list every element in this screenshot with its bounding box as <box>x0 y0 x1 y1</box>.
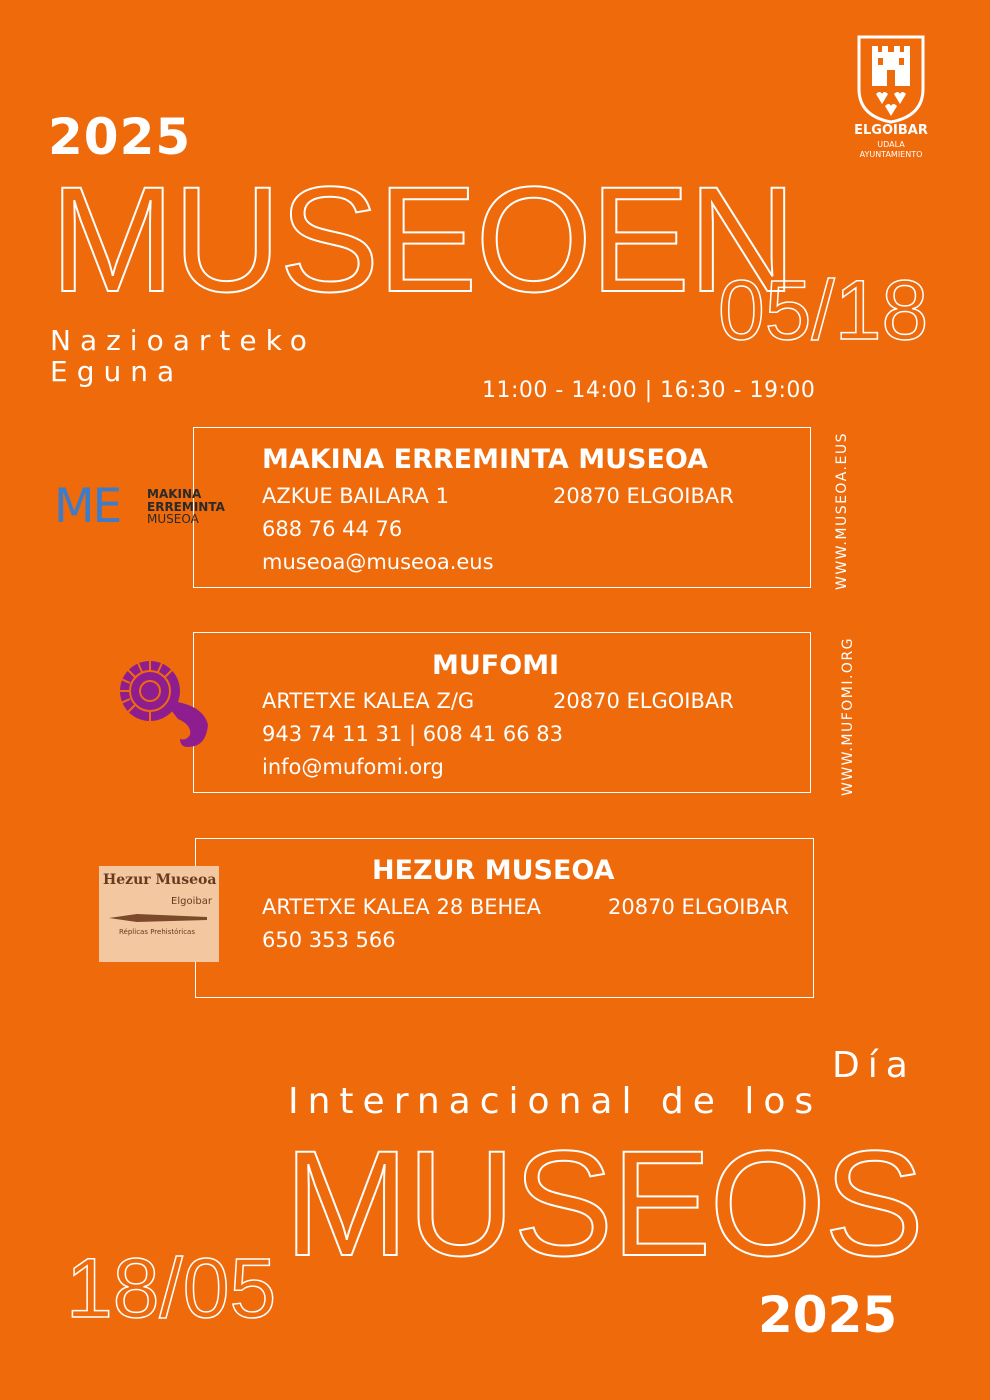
date-bottom: 18/05 <box>66 1241 277 1335</box>
museum-name: MAKINA ERREMINTA MUSEOA <box>262 444 709 475</box>
logo-sub2: AYUNTAMIENTO <box>859 150 923 159</box>
me-logo-line2: ERREMINTA <box>147 499 225 514</box>
logo-subtitle <box>840 140 942 160</box>
logo-sub1: UDALA <box>877 140 905 149</box>
museum-phone: 650 353 566 <box>262 928 396 952</box>
museum-phone: 688 76 44 76 <box>262 517 403 541</box>
top-year: 2025 <box>48 108 192 166</box>
museum-web[interactable]: WWW.MUSEOA.EUS <box>834 432 850 590</box>
museum-postal: 20870 ELGOIBAR <box>553 689 734 713</box>
museum-postal: 20870 ELGOIBAR <box>553 484 734 508</box>
museum-postal: 20870 ELGOIBAR <box>608 895 789 919</box>
elgoibar-crest-icon <box>856 34 926 124</box>
opening-hours: 11:00 - 14:00 | 16:30 - 19:00 <box>482 378 816 403</box>
museum-web[interactable]: WWW.MUFOMI.ORG <box>840 636 856 796</box>
museum-address: ARTETXE KALEA 28 BEHEA <box>262 895 541 919</box>
me-logo-line3: MUSEOA <box>147 512 199 527</box>
ammonite-icon <box>108 655 212 749</box>
bottom-year: 2025 <box>758 1286 898 1344</box>
subtitle-line1: Nazioarteko <box>50 324 316 357</box>
hezur-logo-title: Hezur Museoa <box>103 872 217 888</box>
museum-name: HEZUR MUSEOA <box>372 855 615 886</box>
bone-tool-icon <box>107 910 211 920</box>
subtitle <box>50 326 316 388</box>
museum-address: ARTETXE KALEA Z/G <box>262 689 475 713</box>
footer-dia: Día <box>832 1045 916 1086</box>
footer-internacional: Internacional de los <box>288 1081 823 1122</box>
title-museos: MUSEOS <box>284 1119 923 1287</box>
subtitle-line2: Eguna <box>50 354 184 388</box>
me-museum-logo <box>54 479 244 534</box>
museum-name: MUFOMI <box>432 650 560 681</box>
museum-address: AZKUE BAILARA 1 <box>262 484 449 508</box>
museum-email[interactable]: info@mufomi.org <box>262 755 444 779</box>
title-museoen: MUSEOEN <box>50 155 795 323</box>
date-top: 05/18 <box>718 263 929 357</box>
hezur-museum-logo <box>99 866 219 962</box>
museum-email[interactable]: museoa@museoa.eus <box>262 550 494 574</box>
hezur-logo-sub: Elgoibar <box>171 896 212 907</box>
logo-name: ELGOIBAR <box>854 123 928 138</box>
me-logo-line1: MAKINA <box>147 487 202 501</box>
me-logo-mark: ME <box>54 479 121 534</box>
hezur-logo-caption: Réplicas Prehistóricas <box>119 928 195 936</box>
museum-phone: 943 74 11 31 | 608 41 66 83 <box>262 722 563 746</box>
